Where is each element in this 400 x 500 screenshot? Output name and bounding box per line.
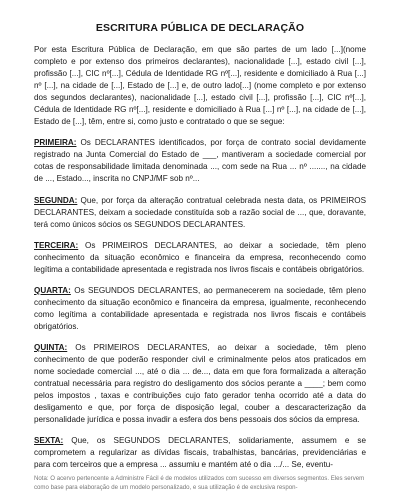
clause-text: Que, os SEGUNDOS DECLARANTES, solidariamente, assumem e se comprometem a regularizar as dívidas fiscais, trabalhistas, bancárias, previdenciárias e para com terceiros que a empresa ... assumiu e mantém até o dia .../... Se, eventu- <box>34 436 366 470</box>
clause-primeira <box>34 137 366 185</box>
clause-heading: SEXTA: <box>34 436 64 446</box>
clause-text: Os PRIMEIROS DECLARANTES, ao deixar a sociedade, têm pleno conhecimento de que poderão responder civil e criminalmente pelos atos praticados em nome sociedade comercial ..., até o dia ... de..., data em que fora formalizada a alteração contratual necessária para registro do desligamento dos sócios perante a ____; bem como pelos impostos , taxas e contribuições cujo fato gerador tenha ocorrido até a data do desligamento e que, por força de disposição legal, couber a descaracterização da personalidade jurídica e possa invadir a esfera dos bens pessoais dos sócios da empresa. <box>34 342 366 425</box>
footer-note: Nota: O acervo pertencente a Administre Fácil é de modelos utilizados com sucesso em diversos segmentos. Eles servem como base para elaboração de um modelo personalizado, e sua utilização é de exclusiva respon- <box>34 475 365 491</box>
clause-sexta <box>34 435 366 471</box>
document-body <box>34 44 366 480</box>
clause-heading: SEGUNDA: <box>34 195 78 205</box>
clause-text: Os PRIMEIROS DECLARANTES, ao deixar a sociedade, têm pleno conhecimento da situação econômico e financeira da empresa, reconhecendo como legítima a contabilidade apresentada e registrada nos livros fiscais e contábeis obrigatórios. <box>34 240 366 274</box>
document-title: ESCRITURA PÚBLICA DE DECLARAÇÃO <box>95 22 305 34</box>
clause-text: Os DECLARANTES identificados, por força de contrato social devidamente registrado na Junta Comercial do Estado de ___, mantiveram a sociedade comercial por cotas de responsabilidade limitada denominada ..., com sede na Rua ... nº ......., na cidade de ..., Estado..., inscrita no CNPJ/MF sob nº... <box>34 138 366 184</box>
clause-heading: PRIMEIRA: <box>34 138 77 148</box>
clause-heading: QUARTA: <box>34 285 71 295</box>
clause-text: Os SEGUNDOS DECLARANTES, ao permanecerem na sociedade, têm pleno conhecimento da situação econômico e financeira da empresa, igualmente, reconhecendo como legítima a contabilidade apresentada e registrada nos livros fiscais e contábeis obrigatórios. <box>34 285 366 331</box>
clause-text: Que, por força da alteração contratual celebrada nesta data, os PRIMEIROS DECLARANTES, deixam a sociedade constituída sob a razão social de ..., que, doravante, terá como únicos sócios os SEGUNDOS DECLARANTES. <box>34 195 366 229</box>
clause-segunda <box>34 195 366 231</box>
clause-terceira <box>34 240 366 276</box>
intro-paragraph: Por esta Escritura Pública de Declaração, em que são partes de um lado [...](nome completo e por extenso dos primeiros declarantes), nacionalidade [...], estado civil [...], profissão [...], CIC nº[...], Cédula de Identidade RG nº[...], residente e domiciliado à Rua [...] nº [...], na cidade de [...], Estado de [...] e, de outro lado[...] (nome completo e por extenso dos segundos declarantes), nacionalidade [...], estado civil [...], profissão [...], CIC nº[...], Cédula de Identidade RG nº[...], residente e domiciliado à Rua [...] nº [...], na cidade de [...], Estado de [...], têm, entre si, como justo e contratado o que se segue: <box>34 45 366 127</box>
clause-quarta <box>34 285 366 333</box>
clause-heading: QUINTA: <box>34 342 68 352</box>
clause-heading: TERCEIRA: <box>34 240 79 250</box>
clause-quinta <box>34 342 366 426</box>
